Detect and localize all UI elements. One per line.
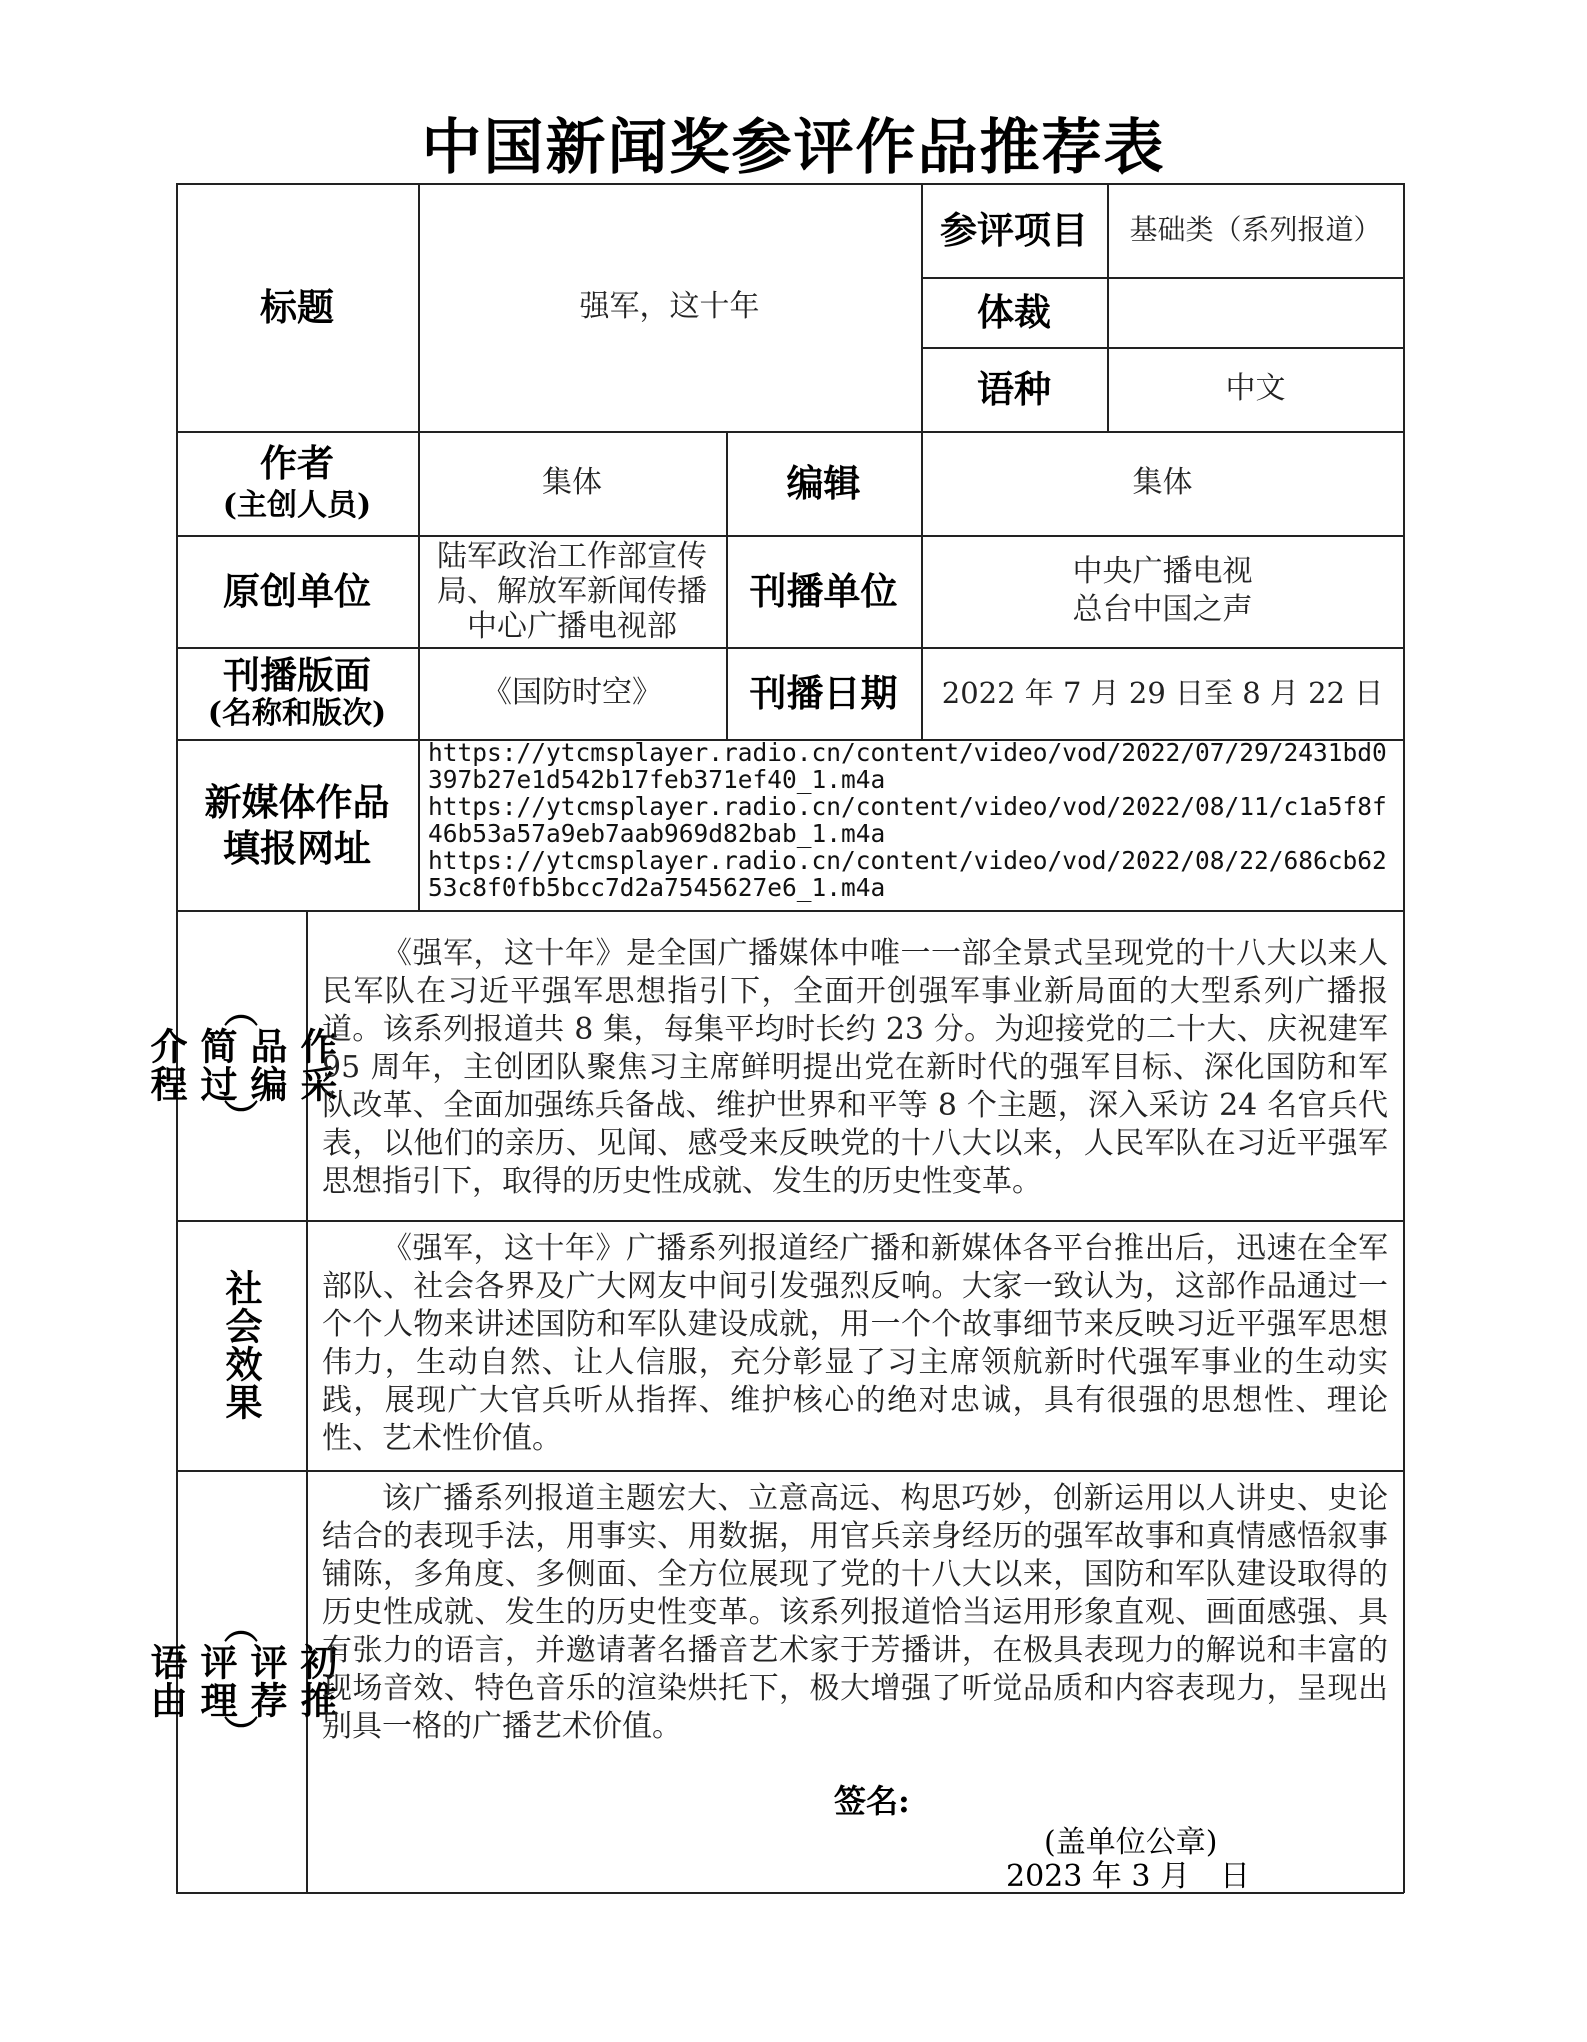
editor-label: 编辑 (786, 461, 861, 505)
paren-close: ︶ (224, 1098, 258, 1138)
publish-date-value: 2022 年 7 月 29 日至 8 月 22 日 (941, 676, 1384, 710)
author-label-line1: 作者 (260, 441, 334, 485)
intro-label-col: 作采 (294, 1027, 338, 1103)
media-url-link[interactable]: https://ytcmsplayer.radio.cn/content/video/vod/2022/07/29/2431bd0397b27e1d542b17feb371ef40_1.m4a (428, 738, 1387, 794)
recommendation-form-table (144, 183, 1404, 1894)
intro-label-col: 介程 (144, 1027, 188, 1103)
origin-unit-label: 原创单位 (223, 569, 371, 613)
publish-unit-line1: 中央广播电视 (1072, 554, 1253, 589)
language-value: 中文 (1225, 371, 1286, 406)
headline-label: 标题 (260, 285, 334, 329)
intro-label (144, 910, 338, 1220)
genre-value (1107, 277, 1404, 347)
publish-page-value: 《国防时空》 (482, 675, 662, 710)
origin-unit-value: 陆军政治工作部宣传局、解放军新闻传播中心广播电视部 (437, 538, 707, 644)
review-label-col: 评荐 (244, 1643, 288, 1719)
genre-label: 体裁 (977, 290, 1051, 334)
intro-label-col: 品编 (244, 1027, 288, 1103)
new-media-label-line2: 填报网址 (223, 825, 371, 870)
publish-page-label-line1: 刊播版面 (223, 653, 371, 697)
review-label-col: 初推 (294, 1643, 338, 1719)
sign-date: 2023 年 3 月 日 (1006, 1859, 1251, 1894)
author-label (176, 431, 418, 535)
publish-unit-line2: 总台中国之声 (1072, 592, 1253, 627)
category-value: 基础类（系列报道） (1129, 213, 1382, 246)
media-url-link[interactable]: https://ytcmsplayer.radio.cn/content/video/vod/2022/08/22/686cb6253c8f0fb5bcc7d2a7545627e6_1.m4a (428, 846, 1387, 902)
review-label-col: 语由 (144, 1643, 188, 1719)
review-text: 该广播系列报道主题宏大、立意高远、构思巧妙，创新运用以人讲史、史论结合的表现手法，用事实、用数据，用官兵亲身经历的强军故事和真情感悟叙事铺陈，多角度、多侧面、全方位展现了党的十八大以来，国防和军队建设取得的历史性成就、发生的历史性变革。该系列报道恰当运用形象直观、画面感强、具有张力的语言，并邀请著名播音艺术家于芳播讲，在极具表现力的解说和丰富的现场音效、特色音乐的渲染烘托下，极大增强了听觉品质和内容表现力，呈现出别具一格的广播艺术价值。 (322, 1481, 1388, 1744)
new-media-label-line1: 新媒体作品 (204, 779, 390, 824)
publish-page-label-line2: (名称和版次) (207, 696, 387, 731)
publish-page-label (176, 647, 418, 739)
publish-unit-value (921, 535, 1404, 647)
editor-value: 集体 (1132, 465, 1193, 500)
media-url-link[interactable]: https://ytcmsplayer.radio.cn/content/video/vod/2022/08/11/c1a5f8f46b53a57a9eb7aab969d82bab_1.m4a (428, 792, 1387, 848)
intro-text: 《强军，这十年》是全国广播媒体中唯一一部全景式呈现党的十八大以来人民军队在习近平强军思想指引下，全面开创强军事业新局面的大型系列广播报道。该系列报道共 8 集，每集平均时长约 23 分。为迎接党的二十大、庆祝建军 95 周年，主创团队聚焦习主席鲜明提出党在新时代的强军目标、深化国防和军队改革、全面加强练兵备战、维护世界和平等 8 个主题，深入采访 24 名官兵代表，以他们的亲历、见闻、感受来反映党的十八大以来，人民军队在习近平强军思想指引下，取得的历史性成就、发生的历史性变革。 (322, 936, 1388, 1199)
social-effect-label (176, 1220, 306, 1470)
paren-open: ︵ (224, 1608, 258, 1648)
paren-close: ︶ (224, 1714, 258, 1754)
category-label: 参评项目 (940, 208, 1088, 252)
publish-unit-label: 刊播单位 (749, 569, 898, 613)
seal-note: (盖单位公章) (1044, 1825, 1218, 1860)
signature-label: 签名: (834, 1782, 910, 1820)
review-label (144, 1470, 338, 1892)
new-media-url-list (418, 739, 1404, 910)
review-label-columns (142, 1643, 340, 1719)
publish-date-label: 刊播日期 (749, 671, 898, 715)
language-label: 语种 (977, 367, 1051, 411)
social-effect-text: 《强军，这十年》广播系列报道经广播和新媒体各平台推出后，迅速在全军部队、社会各界及广大网友中间引发强烈反响。大家一致认为，这部作品通过一个个人物来讲述国防和军队建设成就，用一个个故事细节来反映习近平强军思想伟力，生动自然、让人信服，充分彰显了习主席领航新时代强军事业的生动实践，展现广大官兵听从指挥、维护核心的绝对忠诚，具有很强的思想性、理论性、艺术性价值。 (322, 1231, 1388, 1456)
review-label-col: 评理 (194, 1643, 238, 1719)
intro-label-columns (142, 1027, 340, 1103)
author-label-line2: (主创人员) (222, 488, 372, 523)
form-title: 中国新闻奖参评作品推荐表 (421, 113, 1166, 183)
intro-label-col: 简过 (194, 1027, 238, 1103)
headline-value: 强军，这十年 (579, 289, 760, 324)
social-effect-label-text: 社会效果 (219, 1269, 263, 1421)
paren-open: ︵ (224, 992, 258, 1032)
new-media-url-label (176, 739, 418, 910)
author-value: 集体 (542, 465, 602, 500)
